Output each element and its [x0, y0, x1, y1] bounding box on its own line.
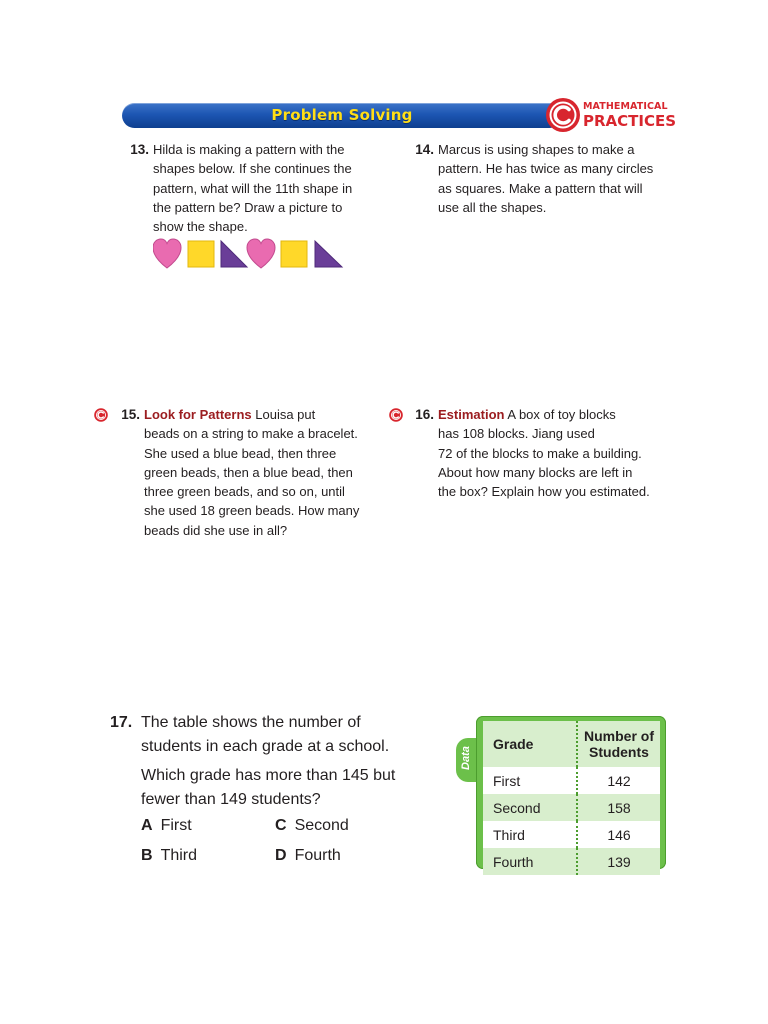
square-icon [281, 241, 307, 267]
answer-choice-a[interactable] [141, 817, 192, 835]
grade-cell: First [483, 767, 577, 794]
answer-choice-d[interactable] [275, 847, 341, 865]
grade-students-table [483, 721, 660, 875]
problem-text-line: pattern. He has twice as many circles [438, 161, 654, 177]
problem-text-line: pattern, what will the 11th shape in [153, 180, 353, 196]
grade-cell: Third [483, 821, 577, 848]
choice-letter: A [141, 817, 153, 834]
mathematical-practices-icon [94, 408, 108, 422]
square-icon [188, 241, 214, 267]
problem-text-line: beads on a string to make a bracelet. [144, 426, 358, 442]
problem-number: 14. [415, 142, 434, 157]
problem-first-line [144, 405, 359, 424]
table-row [483, 821, 660, 848]
choice-text: Second [294, 817, 349, 834]
problem-solving-banner [122, 103, 562, 128]
mathematical-practices-icon [389, 408, 403, 422]
table-row [483, 767, 660, 794]
choice-letter: D [275, 847, 287, 864]
question-text-line: fewer than 149 students? [141, 790, 321, 808]
choice-text: First [160, 817, 192, 834]
problem-text-line: show the shape. [153, 219, 248, 235]
problem-text-line: beads did she use in all? [144, 522, 288, 538]
choice-text: Third [160, 847, 198, 864]
data-tab-label: Data [460, 746, 472, 770]
triangle-icon [221, 241, 247, 267]
problem-first-line [438, 405, 650, 424]
problem-text-line: She used a blue bead, then three [144, 445, 337, 461]
grade-cell: Second [483, 794, 577, 821]
triangle-icon [315, 241, 342, 267]
table-header-row [483, 721, 660, 767]
problem-14 [415, 140, 654, 217]
problem-15 [121, 405, 360, 540]
table-row [483, 848, 660, 875]
problem-text-line: the pattern be? Draw a picture to [153, 199, 343, 215]
choice-letter: C [275, 817, 287, 834]
table-header-grade: Grade [483, 721, 577, 767]
problem-16 [415, 405, 650, 501]
answer-choice-b[interactable] [141, 847, 197, 865]
practice-label: Look for Patterns [144, 407, 252, 422]
heart-icon [153, 239, 181, 268]
mathematical-practices-label [583, 102, 676, 129]
problem-text: Louisa put [255, 407, 316, 422]
problem-text: A box of toy blocks [507, 407, 616, 422]
problem-text-line: The table shows the number of [141, 714, 361, 731]
problem-number: 16. [415, 407, 434, 422]
answer-choice-c[interactable] [275, 817, 349, 835]
problem-text-line: students in each grade at a school. [141, 737, 390, 755]
problem-text-line: Marcus is using shapes to make a [438, 142, 635, 157]
choice-letter: B [141, 847, 153, 864]
problem-number: 17. [110, 714, 133, 731]
table-header-students: Number of Students [577, 721, 660, 767]
problem-text-line: use all the shapes. [438, 199, 547, 215]
students-cell: 146 [577, 821, 660, 848]
practice-label: Estimation [438, 407, 505, 422]
problem-text-line: About how many blocks are left in [438, 464, 633, 480]
problem-text-line: the box? Explain how you estimated. [438, 484, 650, 500]
problem-text-line: shapes below. If she continues the [153, 161, 352, 177]
choice-text: Fourth [294, 847, 341, 864]
problem-number: 15. [121, 407, 140, 422]
problem-17 [110, 711, 396, 811]
students-cell: 139 [577, 848, 660, 875]
mathematical-practices-icon [545, 97, 581, 133]
problem-text-line: she used 18 green beads. How many [144, 503, 360, 519]
students-cell: 158 [577, 794, 660, 821]
shape-pattern [153, 238, 353, 272]
problem-text-line: green beads, then a blue bead, then [144, 464, 353, 480]
heart-icon [247, 239, 275, 268]
problem-text-line: three green beads, and so on, until [144, 484, 345, 500]
mp-small-text: MATHEMATICAL [583, 101, 668, 112]
mp-big-text: PRACTICES [583, 111, 677, 130]
problem-text-line: has 108 blocks. Jiang used [438, 426, 595, 442]
grade-cell: Fourth [483, 848, 577, 875]
problem-text-line: Hilda is making a pattern with the [153, 142, 345, 157]
problem-text-line: as squares. Make a pattern that will [438, 180, 643, 196]
table-row [483, 794, 660, 821]
problem-13 [130, 140, 353, 236]
students-cell: 142 [577, 767, 660, 794]
question-text-line: Which grade has more than 145 but [141, 767, 396, 784]
problem-text-line: 72 of the blocks to make a building. [438, 445, 642, 461]
problem-number: 13. [130, 142, 149, 157]
banner-title: Problem Solving [271, 106, 413, 124]
